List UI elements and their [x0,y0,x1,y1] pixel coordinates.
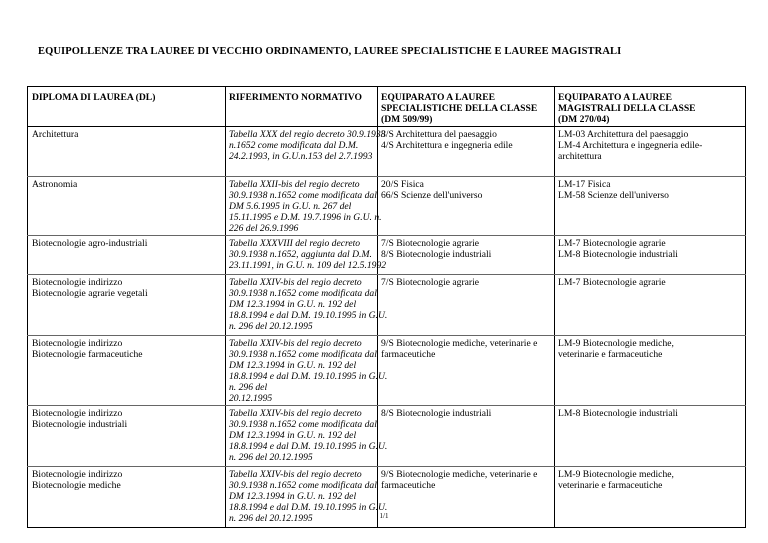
table-row [28,177,746,236]
cell-line: Biotecnologie agrarie vegetali [32,288,148,299]
regulation-cell [226,236,387,275]
cell-line: 18.8.1994 e dal D.M. 19.10.1995 in G.U. [229,502,388,513]
cell-line: 4/S Architettura e ingegneria edile [381,140,513,151]
cell-line: (DM 270/04) [558,114,610,125]
cell-line: Biotecnologie mediche [32,480,121,491]
cell-line: 8/S Biotecnologie industriali [381,408,492,419]
specialist-class-cell [378,275,555,336]
cell-line: Biotecnologie indirizzo [32,408,123,419]
cell-line: n.1652 come modificata dal D.M. [229,140,359,151]
cell-line: Tabella XXX del regio decreto 30.9.1938 [229,129,386,140]
cell-line: LM-4 Architettura e ingegneria edile- [558,140,703,151]
cell-line: Tabella XXII-bis del regio decreto [229,179,360,190]
cell-line: SPECIALISTICHE DELLA CLASSE [381,103,538,114]
degree-cell [28,236,226,275]
cell-line: 24.2.1993, in G.U.n.153 del 2.7.1993 [229,151,373,162]
cell-line: EQUIPARATO A LAUREE [558,92,673,103]
cell-line: DM 12.3.1994 in G.U. n. 192 del [229,299,357,310]
table-row [28,336,746,406]
cell-line: n. 296 del 20.12.1995 [229,513,313,524]
regulation-cell [226,275,388,336]
master-class-cell [555,336,746,406]
cell-line: 9/S Biotecnologie mediche, veterinarie e [381,338,538,349]
cell-line: 18.8.1994 e dal D.M. 19.10.1995 in G.U. [229,310,388,321]
specialist-class-cell [378,336,555,406]
cell-line: architettura [558,151,602,162]
cell-line: 30.9.1938 n.1652 come modificata dal [229,349,377,360]
cell-line: 30.9.1938 n.1652 come modificata dal [229,288,377,299]
cell-line: 20.12.1995 [229,393,273,404]
specialist-class-cell [378,236,555,275]
cell-line: RIFERIMENTO NORMATIVO [229,92,362,103]
column-header [555,87,746,127]
cell-line: DIPLOMA DI LAUREA (DL) [32,92,156,103]
cell-line: Tabella XXIV-bis del regio decreto [229,277,362,288]
cell-line: DM 12.3.1994 in G.U. n. 192 del [229,360,357,371]
cell-line: veterinarie e farmaceutiche [558,480,663,491]
master-class-cell [555,127,746,177]
specialist-class-cell [378,177,555,236]
table-row [28,275,746,336]
cell-line: LM-7 Biotecnologie agrarie [558,238,666,249]
cell-line: 18.8.1994 e dal D.M. 19.10.1995 in G.U. [229,441,388,452]
master-class-cell [555,177,746,236]
cell-line: n. 296 del 20.12.1995 [229,452,313,463]
degree-cell [28,406,226,467]
specialist-class-cell [378,127,555,177]
cell-line: Architettura [32,129,79,140]
cell-line: Biotecnologie indirizzo [32,338,123,349]
cell-line: Tabella XXIV-bis del regio decreto [229,469,362,480]
cell-line: n. 296 del 20.12.1995 [229,321,313,332]
cell-line: Biotecnologie indirizzo [32,277,123,288]
regulation-cell [226,406,388,467]
column-header [28,87,226,127]
cell-line: 30.9.1938 n.1652 come modificata dal [229,419,377,430]
master-class-cell [555,406,746,467]
degree-cell [28,177,226,236]
table-row [28,127,746,177]
cell-line: (DM 509/99) [381,114,433,125]
page-number: 1/1 [379,512,389,520]
equivalence-table [27,86,746,528]
regulation-cell [226,336,388,406]
cell-line: LM-7 Biotecnologie agrarie [558,277,666,288]
cell-line: Biotecnologie industriali [32,419,128,430]
master-class-cell [555,275,746,336]
cell-line: veterinarie e farmaceutiche [558,349,663,360]
cell-line: Astronomia [32,179,78,190]
cell-line: 9/S Biotecnologie mediche, veterinarie e [381,469,538,480]
cell-line: MAGISTRALI DELLA CLASSE [558,103,696,114]
cell-line: 20/S Fisica [381,179,424,190]
degree-cell [28,336,226,406]
cell-line: Biotecnologie indirizzo [32,469,123,480]
cell-line: LM-17 Fisica [558,179,611,190]
cell-line: EQUIPARATO A LAUREE [381,92,496,103]
degree-cell [28,127,226,177]
master-class-cell [555,236,746,275]
cell-line: 30.9.1938 n.1652, aggiunta dal D.M. [229,249,372,260]
column-header [226,87,378,127]
cell-line: LM-58 Scienze dell'universo [558,190,669,201]
regulation-cell [226,127,386,177]
table-row [28,406,746,467]
cell-line: 15.11.1995 e D.M. 19.7.1996 in G.U. n. [229,212,382,223]
cell-line: 3/S Architettura del paesaggio [381,129,497,140]
cell-line: DM 12.3.1994 in G.U. n. 192 del [229,491,357,502]
cell-line: farmaceutiche [381,349,436,360]
cell-line: 18.8.1994 e dal D.M. 19.10.1995 in G.U. [229,371,388,382]
cell-line: Tabella XXIV-bis del regio decreto [229,408,362,419]
cell-line: 30.9.1938 n.1652 come modificata dal [229,480,377,491]
cell-line: LM-8 Biotecnologie industriali [558,249,678,260]
cell-line: 30.9.1938 n.1652 come modificata dal [229,190,377,201]
cell-line: LM-9 Biotecnologie mediche, [558,338,674,349]
cell-line: n. 296 del [229,382,268,393]
cell-line: 226 del 26.9.1996 [229,223,299,234]
cell-line: 7/S Biotecnologie agrarie [381,238,480,249]
degree-cell [28,275,226,336]
table-row [28,236,746,275]
cell-line: 8/S Biotecnologie industriali [381,249,492,260]
cell-line: 66/S Scienze dell'universo [381,190,483,201]
cell-line: farmaceutiche [381,480,436,491]
cell-line: 23.11.1991, in G.U. n. 109 del 12.5.1992 [229,260,387,271]
document-title: EQUIPOLLENZE TRA LAUREE DI VECCHIO ORDINAMENTO, LAUREE SPECIALISTICHE E LAUREE MAGISTRALI [38,46,622,57]
cell-line: Tabella XXXVIII del regio decreto [229,238,361,249]
cell-line: DM 12.3.1994 in G.U. n. 192 del [229,430,357,441]
cell-line: Biotecnologie agro-industriali [32,238,148,249]
column-header [378,87,555,127]
regulation-cell [226,177,382,236]
cell-line: DM 5.6.1995 in G.U. n. 267 del [229,201,352,212]
cell-line: Tabella XXIV-bis del regio decreto [229,338,362,349]
cell-line: LM-9 Biotecnologie mediche, [558,469,674,480]
cell-line: LM-03 Architettura del paesaggio [558,129,689,140]
specialist-class-cell [378,406,555,467]
cell-line: Biotecnologie farmaceutiche [32,349,143,360]
table-header-row [28,87,746,127]
cell-line: LM-8 Biotecnologie industriali [558,408,678,419]
cell-line: 7/S Biotecnologie agrarie [381,277,480,288]
